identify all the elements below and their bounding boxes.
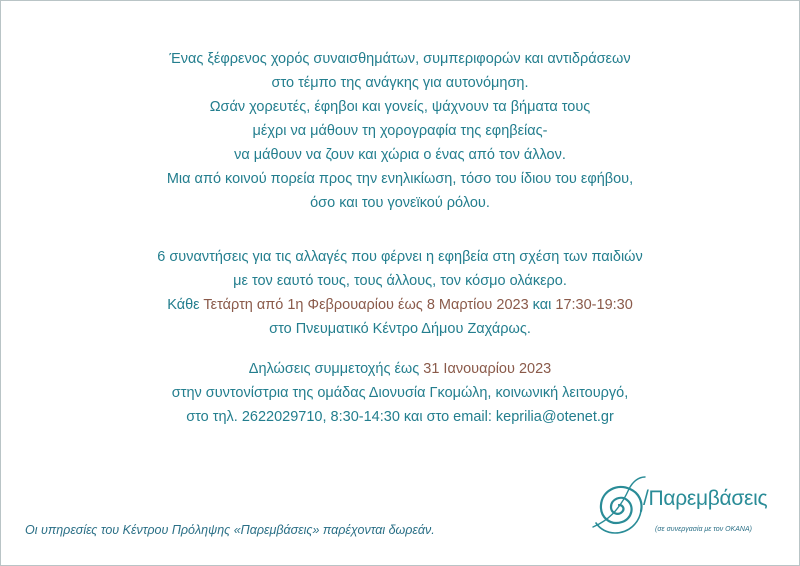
intro-line: στο τέμπο της ανάγκης για αυτονόμηση. bbox=[271, 75, 529, 91]
intro-line: μέχρι να μάθουν τη χορογραφία της εφηβείας- bbox=[252, 123, 548, 139]
spiral-icon bbox=[585, 471, 649, 541]
intro-text bbox=[1, 47, 799, 215]
schedule-days: Τετάρτη από 1η Φεβρουαρίου έως 8 Μαρτίου 2023 bbox=[203, 297, 529, 313]
intro-line: όσο και του γονεϊκού ρόλου. bbox=[310, 195, 490, 211]
phone-line: στο τηλ. 2622029710, 8:30-14:30 και στο email: keprilia@otenet.gr bbox=[186, 409, 614, 425]
schedule-time: 17:30-19:30 bbox=[555, 297, 633, 313]
footer-note: Οι υπηρεσίες του Κέντρου Πρόληψης «Παρεμβάσεις» παρέχονται δωρεάν. bbox=[25, 523, 435, 537]
meetings-info bbox=[1, 245, 799, 341]
schedule-line bbox=[1, 293, 799, 317]
logo-subtitle: (σε συνεργασία με τον ΟΚΑΝΑ) bbox=[655, 526, 752, 533]
registration-info bbox=[1, 357, 799, 429]
intro-line: να μάθουν να ζουν και χώρια ο ένας από τον άλλον. bbox=[234, 147, 566, 163]
deadline-date: 31 Ιανουαρίου 2023 bbox=[423, 361, 552, 377]
deadline-line bbox=[1, 357, 799, 381]
contact-line: στην συντονίστρια της ομάδας Διονυσία Γκομώλη, κοινωνική λειτουργό, bbox=[171, 385, 629, 401]
logo bbox=[585, 471, 785, 547]
intro-line: Ωσάν χορευτές, έφηβοι και γονείς, ψάχνουν τα βήματα τους bbox=[209, 99, 591, 115]
meetings-line: 6 συναντήσεις για τις αλλαγές που φέρνει η εφηβεία στη σχέση των παιδιών bbox=[157, 249, 643, 265]
intro-line: Ένας ξέφρενος χορός συναισθημάτων, συμπεριφορών και αντιδράσεων bbox=[169, 51, 631, 67]
meetings-line: με τον εαυτό τους, τους άλλους, τον κόσμο ολάκερο. bbox=[233, 273, 567, 289]
schedule-prefix: Κάθε bbox=[167, 297, 204, 313]
location-line: στο Πνευματικό Κέντρο Δήμου Ζαχάρως. bbox=[269, 321, 531, 337]
deadline-prefix: Δηλώσεις συμμετοχής έως bbox=[248, 361, 424, 377]
schedule-time-prefix: και bbox=[528, 297, 556, 313]
logo-name: /Παρεμβάσεις bbox=[643, 487, 768, 510]
intro-line: Μια από κοινού πορεία προς την ενηλικίωση, τόσο του ίδιου του εφήβου, bbox=[166, 171, 634, 187]
